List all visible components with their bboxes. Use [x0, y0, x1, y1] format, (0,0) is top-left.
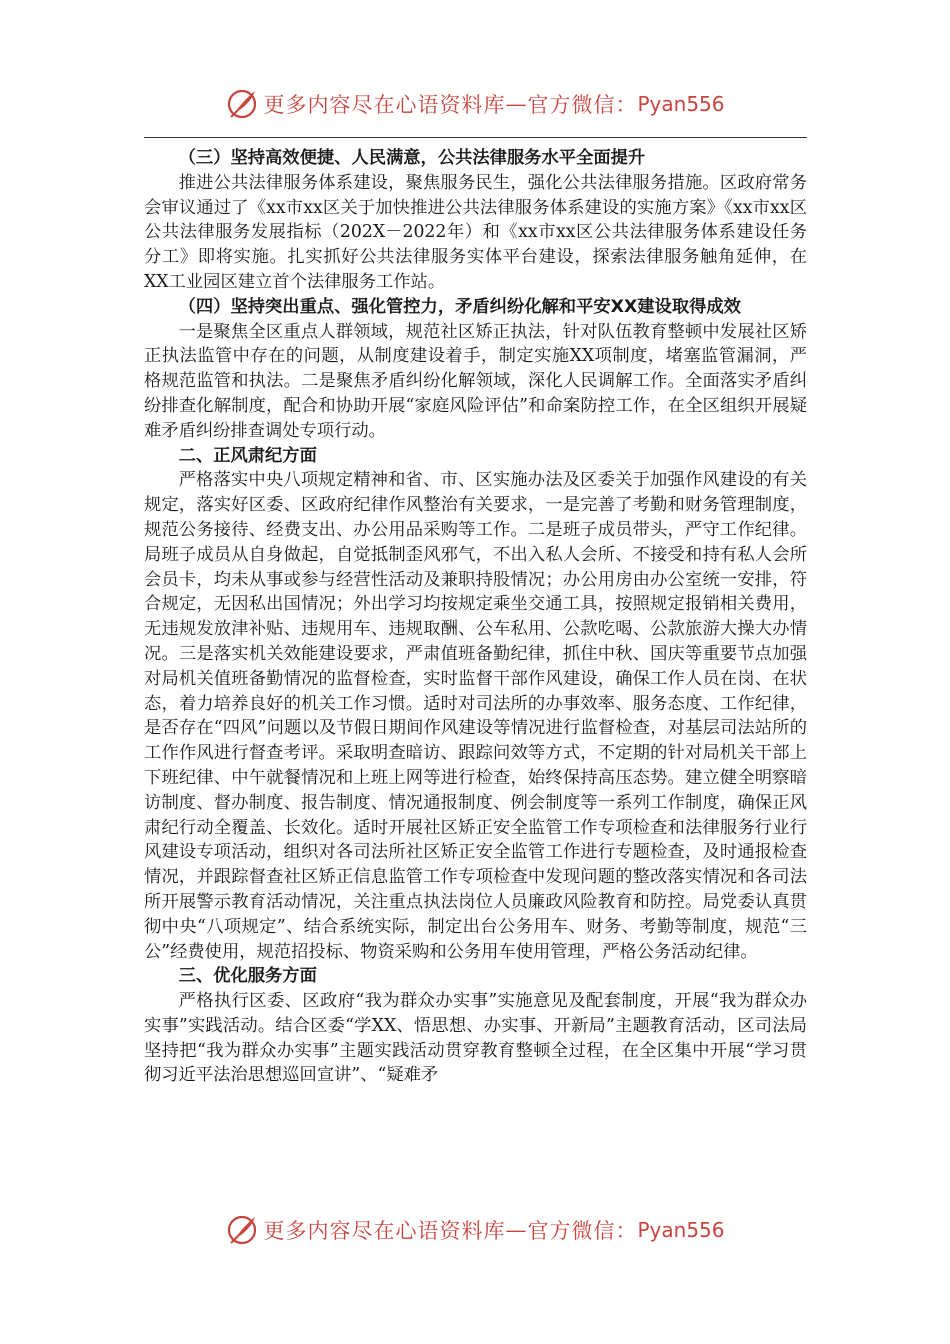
banner-wechat-id: Pyan556 — [637, 92, 725, 116]
section-heading-3: （三）坚持高效便捷、人民满意，公共法律服务水平全面提升 — [178, 148, 646, 168]
section-heading-service: 三、优化服务方面 — [178, 966, 317, 987]
banner-wechat-label: 官方微信： — [527, 93, 638, 117]
header-banner — [0, 84, 950, 124]
banner-text: 更多内容尽在心语资料库 — [263, 1219, 506, 1243]
quill-logo-icon — [225, 1213, 259, 1247]
section-heading-4: （四）坚持突出重点、强化管控力，矛盾纠纷化解和平安XX建设取得成效 — [178, 296, 741, 317]
document-body — [144, 146, 807, 1088]
banner-wechat-label: 官方微信： — [527, 1219, 638, 1243]
paragraph: 一是聚焦全区重点人群领域，规范社区矫正执法，针对队伍教育整顿中发展社区矫正执法监管中存在的问题，从制度建设着手，制定实施XX项制度，堵塞监管漏洞，严格规范监管和执法。二是聚焦矛盾纠纷化解领域，深化人民调解工作。全面落实矛盾纠纷排查化解制度，配合和协助开展“家庭风险评估”和命案防控工作，在全区组织开展疑难矛盾纠纷排查调处专项行动。 — [144, 321, 807, 441]
banner-dash: — — [505, 92, 528, 116]
footer-banner — [0, 1210, 950, 1250]
section-heading-discipline: 二、正风肃纪方面 — [178, 445, 317, 466]
paragraph: 严格执行区委、区政府“我为群众办实事”实施意见及配套制度，开展“我为群众办实事”实践活动。结合区委“学XX、悟思想、办实事、开新局”主题教育活动，区司法局坚持把“我为群众办实事”主题实践活动贯穿教育整顿全过程，在全区集中开展“学习贯彻习近平法治思想巡回宣讲”、“疑难矛 — [144, 991, 807, 1086]
banner-text: 更多内容尽在心语资料库 — [263, 93, 506, 117]
quill-logo-icon — [225, 87, 259, 121]
paragraph: 推进公共法律服务体系建设，聚焦服务民生，强化公共法律服务措施。区政府常务会审议通过了《xx市xx区关于加快推进公共法律服务体系建设的实施方案》《xx市xx区公共法律服务发展指标（202X－2022年）和《xx市xx区公共法律服务体系建设任务分工》即将实施。扎实抓好公共法律服务实体平台建设，探索法律服务触角延伸，在XX工业园区建立首个法律服务工作站。 — [144, 172, 807, 292]
paragraph: 严格落实中央八项规定精神和省、市、区实施办法及区委关于加强作风建设的有关规定，落实好区委、区政府纪律作风整治有关要求，一是完善了考勤和财务管理制度，规范公务接待、经费支出、办公用品采购等工作。二是班子成员带头，严守工作纪律。局班子成员从自身做起，自觉抵制歪风邪气，不出入私人会所、不接受和持有私人会所会员卡，均未从事或参与经营性活动及兼职持股情况；办公用房由办公室统一安排，符合规定，无因私出国情况；外出学习均按规定乘坐交通工具，按照规定报销相关费用，无违规发放津补贴、违规用车、违规取酬、公车私用、公款吃喝、公款旅游大操大办情况。三是落实机关效能建设要求，严肃值班备勤纪律，抓住中秋、国庆等重要节点加强对局机关值班备勤情况的监督检查，实时监督干部作风建设，确保工作人员在岗、在状态，着力培养良好的机关工作习惯。适时对司法所的办事效率、服务态度、工作纪律，是否存在“四风”问题以及节假日期间作风建设等情况进行监督检查，对基层司法站所的工作作风进行督查考评。采取明查暗访、跟踪问效等方式，不定期的针对局机关干部上下班纪律、中午就餐情况和上班上网等进行检查，始终保持高压态势。建立健全明察暗访制度、督办制度、报告制度、情况通报制度、例会制度等一系列工作制度，确保正风肃纪行动全覆盖、长效化。适时开展社区矫正安全监管工作专项检查和法律服务行业行风建设专项活动，组织对各司法所社区矫正安全监管工作进行专题检查，及时通报检查情况，并跟踪督查社区矫正信息监管工作专项检查中发现问题的整改落实情况和各司法所开展警示教育活动情况，关注重点执法岗位人员廉政风险教育和防控。局党委认真贯彻中央“八项规定”、结合系统实际，制定出台公务用车、财务、考勤等制度，规范“三公”经费使用，规范招投标、物资采购和公务用车使用管理，严格公务活动纪律。 — [144, 470, 807, 962]
banner-dash: — — [505, 1218, 528, 1242]
banner-wechat-id: Pyan556 — [637, 1218, 725, 1242]
header-rule — [144, 137, 807, 138]
